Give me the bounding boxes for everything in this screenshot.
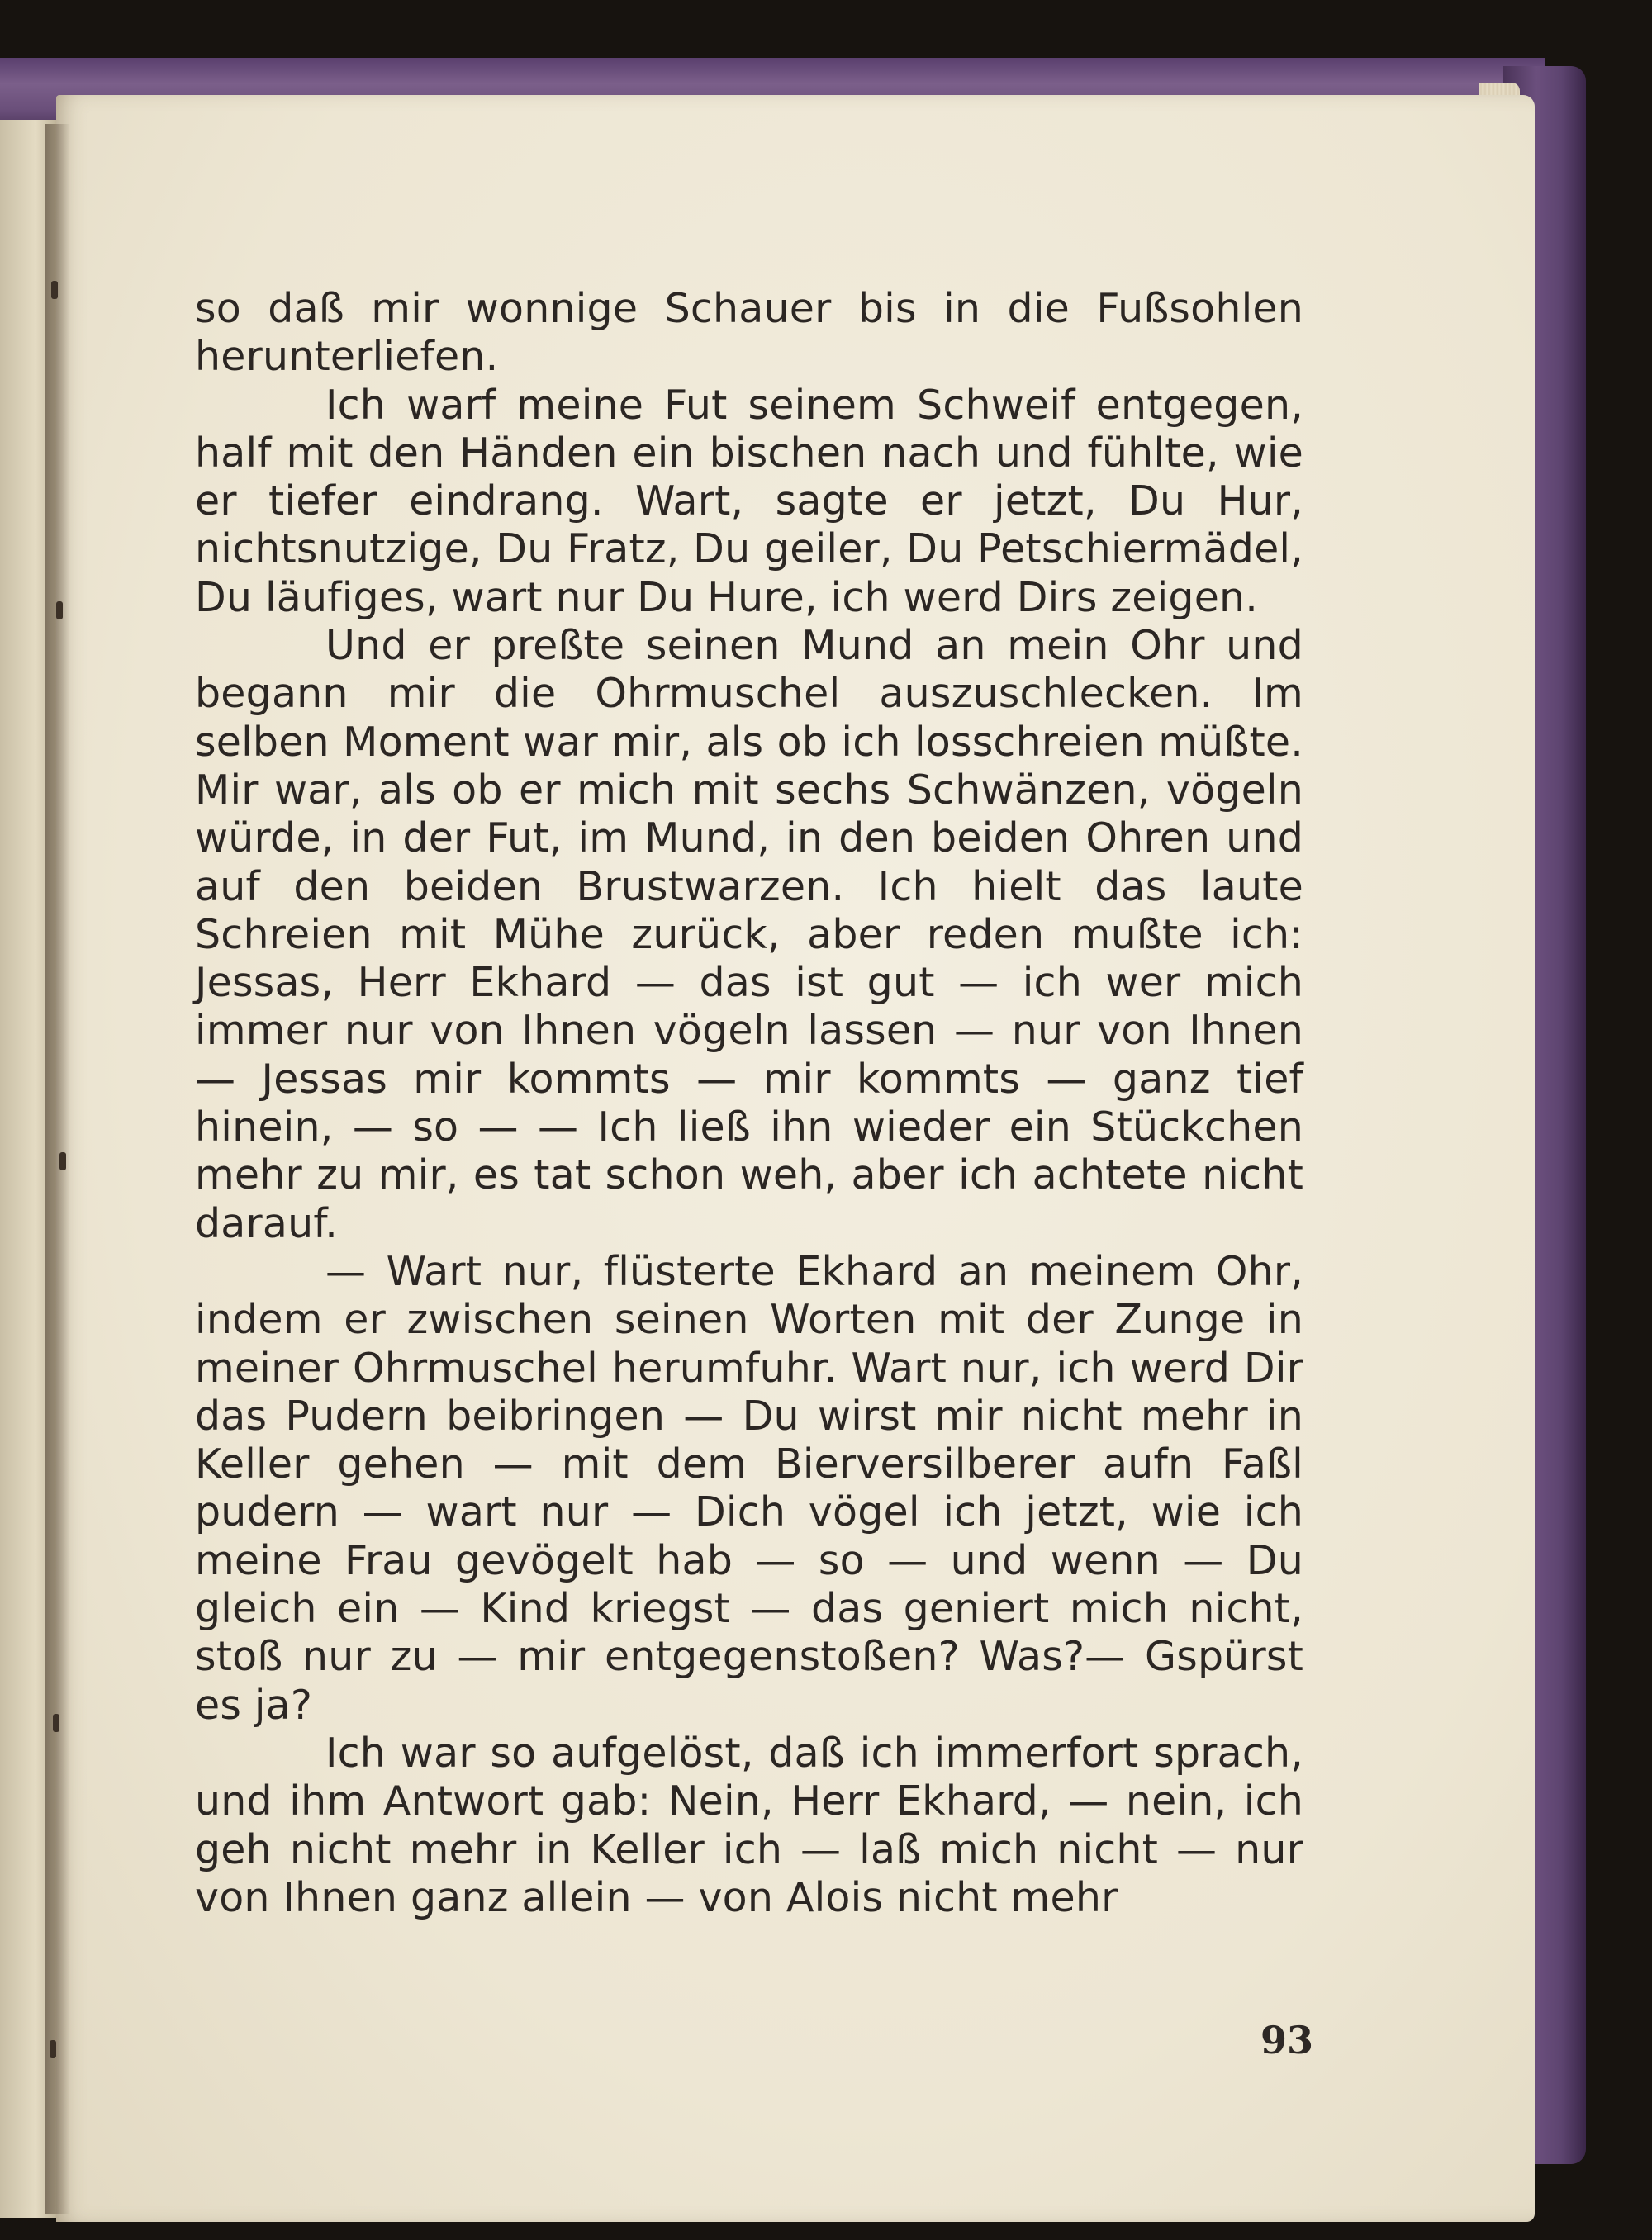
margin-mark (53, 1714, 59, 1732)
margin-mark (59, 1152, 66, 1170)
paragraph: Und er preßte seinen Mund an mein Ohr und begann mir die Ohrmuschel auszuschlecken. Im selben Moment war mir, als ob ich losschreien müßte. Mir war, als ob er mich mit sechs Schwänzen, vögeln würde, in der Fut, im Mund, in den beiden Ohren und auf den beiden Brustwarzen. Ich hielt das laute Schreien mit Mühe zurück, aber reden mußte ich: Jessas, Herr Ekhard — das ist gut — ich wer mich immer nur von Ihnen vögeln lassen — nur von Ihnen — Jessas mir kommts — mir kommts — ganz tief hinein, — so — — Ich ließ ihn wieder ein Stückchen mehr zu mir, es tat schon weh, aber ich achtete nicht darauf. (195, 622, 1303, 1247)
paragraph: Ich warf meine Fut seinem Schweif entgegen, half mit den Händen ein bischen nach und fühlte, wie er tiefer eindrang. Wart, sagte er jetzt, Du Hur, nichtsnutzige, Du Fratz, Du geiler, Du Petschiermädel, Du läufiges, wart nur Du Hure, ich werd Dirs zeigen. (195, 381, 1303, 621)
body-text (195, 285, 1303, 1922)
margin-mark (51, 281, 58, 299)
paragraph: — Wart nur, flüsterte Ekhard an meinem Ohr, indem er zwischen seinen Worten mit der Zunge in meiner Ohrmuschel herumfuhr. Wart nur, ich werd Dir das Pudern beibringen — Du wirst mir nicht mehr in Keller gehen — mit dem Bierversilberer aufn Faßl pudern — wart nur — Dich vögel ich jetzt, wie ich meine Frau gevögelt hab — so — und wenn — Du gleich ein — Kind kriegst — das geniert mich nicht, stoß nur zu — mir entgegenstoßen? Was?— Gspürst es ja? (195, 1247, 1303, 1729)
page-number: 93 (1260, 2018, 1313, 2062)
page-gutter-shadow (45, 124, 70, 2214)
paragraph: so daß mir wonnige Schauer bis in die Fußsohlen herunterliefen. (195, 285, 1303, 381)
margin-mark (50, 2040, 56, 2058)
margin-mark (56, 601, 63, 619)
paragraph: Ich war so aufgelöst, daß ich immerfort sprach, und ihm Antwort gab: Nein, Herr Ekhard, — nein, ich geh nicht mehr in Keller ich — laß mich nicht — nur von Ihnen ganz allein — von Alois nicht mehr (195, 1729, 1303, 1921)
